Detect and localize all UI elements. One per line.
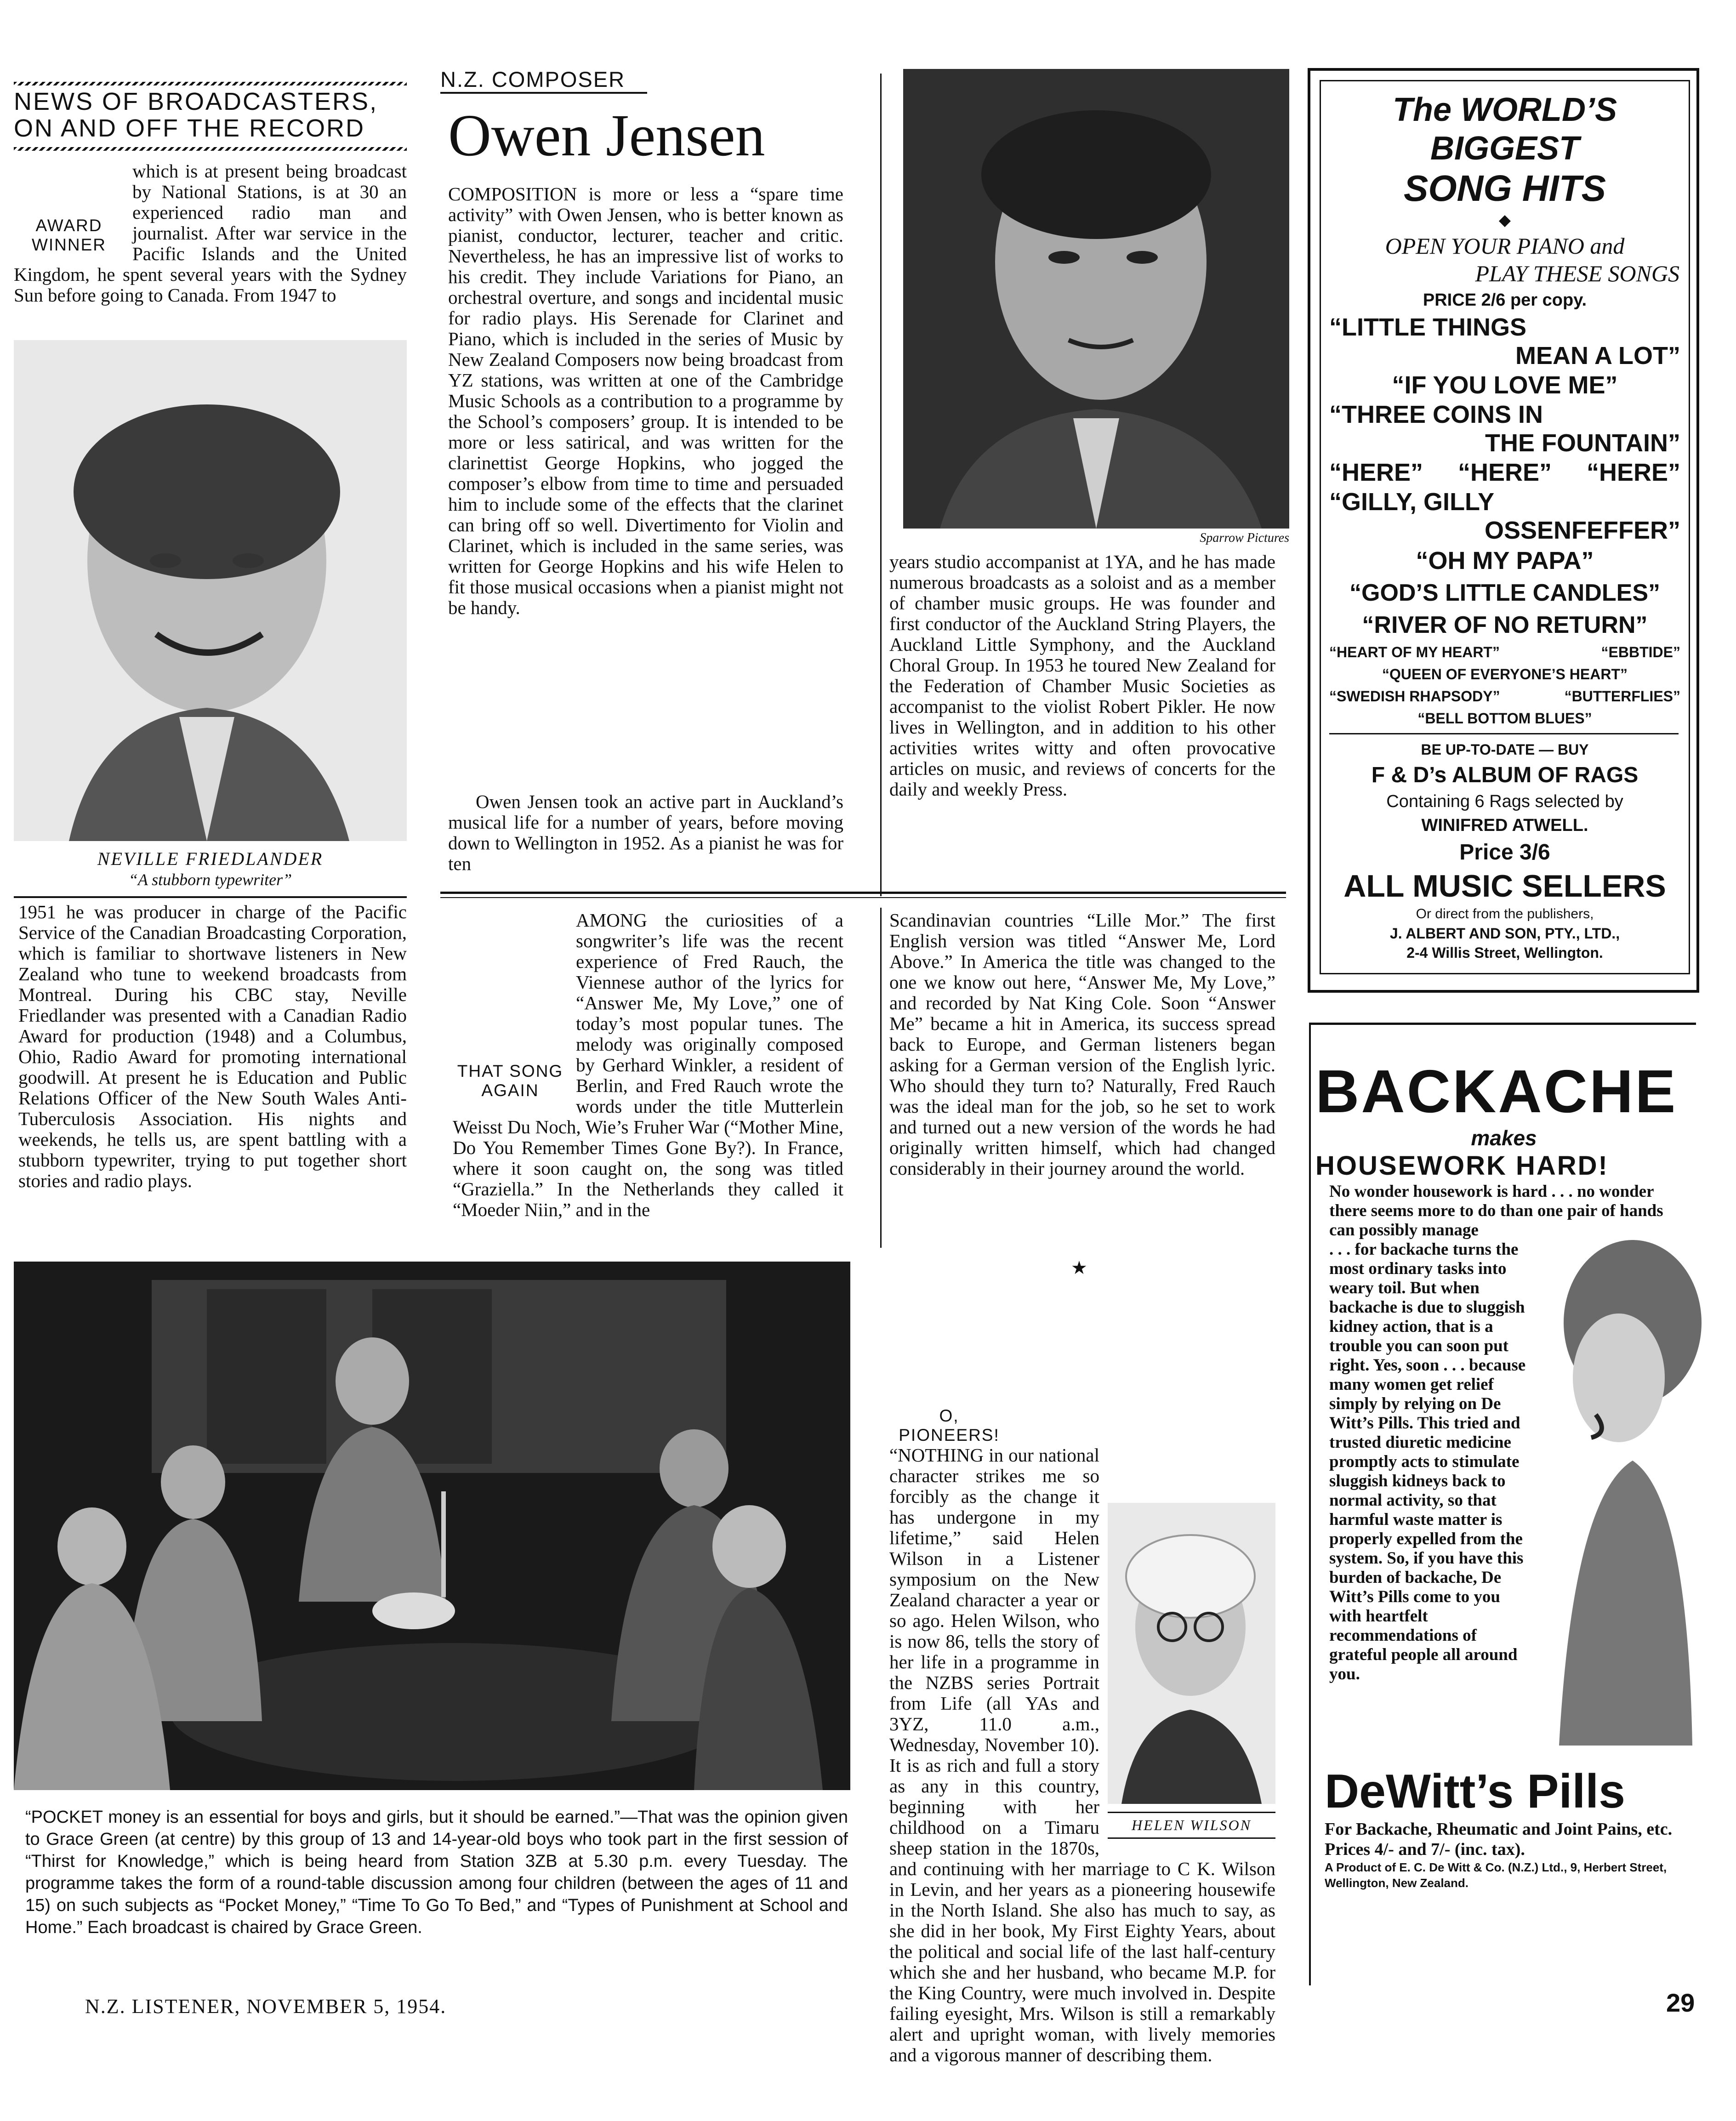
ad-address: 2-4 Willis Street, Wellington.: [1406, 944, 1603, 961]
o-pioneers-label: O, PIONEERS!: [899, 1406, 1000, 1444]
neville-caption-name: NEVILLE FRIEDLANDER: [97, 848, 324, 869]
news-caption-rule: [14, 896, 407, 898]
column-rule-song: [880, 908, 882, 1248]
section-rule-song-2: [440, 897, 1286, 898]
song-para1-text: AMONG the curiosities of a songwriter’s life was the recent experience of Fred Rauch, the Viennese author of the lyrics for “Answer Me, My Love,” one of today’s most popular tunes. The melody was originally composed by Gerhard Winkler, a resident of Berlin, and Fred Rauch wrote the words under the title Mutterlein Weisst Du Noch, Wie’s Fruher War (“Mother Mine, Do You Remember Times Gone By?). In France, where it soon caught on, the song was titled “Graziella.” In the Netherlands they called it “Moeder Niin,” and in the: [453, 910, 843, 1220]
round-table-photo-image: [14, 1262, 850, 1790]
jensen-title: Owen Jensen: [448, 102, 765, 169]
song-9a: “HEART OF MY HEART”: [1329, 644, 1500, 660]
backache-hard: HOUSEWORK HARD!: [1315, 1151, 1609, 1181]
portrait-image: [14, 340, 407, 841]
song-4a: “HERE”: [1329, 459, 1423, 486]
song-3a: “THREE COINS IN: [1329, 401, 1543, 428]
song-4b: “HERE”: [1457, 459, 1552, 486]
dewitts-product: A Product of E. C. De Witt & Co. (N.Z.) Ltd., 9, Herbert Street, Wellington, New Zealand.: [1325, 1860, 1667, 1890]
helen-wilson-figure: [1108, 1503, 1275, 1834]
song-9b: “EBBTIDE”: [1601, 644, 1680, 660]
thirst-for-knowledge-photo: [14, 1262, 850, 1790]
song-list: [1321, 313, 1689, 729]
neville-friedlander-photo: [14, 340, 407, 841]
song-5b: OSSENFEFFER”: [1484, 517, 1680, 544]
song-9: [1329, 641, 1680, 663]
kicker-rule: [440, 92, 647, 94]
song-11b: “BUTTERFLIES”: [1564, 688, 1680, 705]
jensen-portrait-image: [903, 69, 1289, 529]
header-wavy-rule-bottom: [14, 147, 407, 151]
ad-album: F & D’s ALBUM OF RAGS: [1371, 763, 1639, 787]
masthead-footer: N.Z. LISTENER, NOVEMBER 5, 1954.: [85, 1995, 447, 2018]
ad2-top-rule: [1310, 1023, 1696, 1025]
column-rule-2-3: [880, 74, 882, 896]
jensen-para2: Owen Jensen took an active part in Auckland’s musical life for a number of years, before moving down to Wellington in 1952. As a pianist he was for ten: [448, 791, 843, 874]
song-para1: [453, 910, 843, 1250]
ad-price: PRICE 2/6 per copy.: [1423, 290, 1587, 310]
dewitts-brand: DeWitt’s Pills: [1325, 1765, 1626, 1818]
ad-atwell: WINIFRED ATWELL.: [1421, 816, 1588, 835]
song-6: “OH MY PAPA”: [1416, 547, 1594, 574]
backache-headline: BACKACHE: [1315, 1058, 1678, 1125]
ad-album-price: Price 3/6: [1459, 840, 1550, 864]
backache-body1: No wonder housework is hard . . . no wonder there seems more to do than one pair of hands can possibly manage: [1329, 1182, 1663, 1240]
song-4c: “HERE”: [1586, 459, 1680, 486]
helen-wilson-caption: HELEN WILSON: [1108, 1812, 1275, 1839]
backache-body-wrap: [1315, 1240, 1692, 1764]
song-1a: “LITTLE THINGS: [1329, 313, 1526, 341]
ad-buy: BE UP-TO-DATE — BUY: [1421, 741, 1589, 758]
award-winner-label: AWARD WINNER: [31, 216, 107, 254]
photo-credit: Sparrow Pictures: [1200, 531, 1289, 545]
song-3b: THE FOUNTAIN”: [1485, 429, 1680, 457]
backache-makes: makes: [1471, 1126, 1537, 1150]
pocket-money-caption: “POCKET money is an essential for boys and girls, but it should be earned.”—That was the opinion given to Grace Green (at centre) by this group of 13 and 14-year-old boys who took part in the first session of “Thirst for Knowledge,” which is being heard from Station 3ZB at 5.30 p.m. every Tuesday. The programme takes the form of a round-table discussion among four children (between the ages of 11 and 15) on such subjects as “Pocket Money,” “Time To Go To Bed,” and “Types of Punishment at School and Home.” Each broadcast is chaired by Grace Green.: [25, 1808, 848, 1937]
news-para1: which is at present being broadcast by National Stations, is at 30 an experienced radio man and journalist. After war service in the Pacific Islands and the United Kingdom, he spent several years with the Sydney Sun before going to Canada. From 1947 to: [14, 160, 407, 306]
jensen-para3: years studio accompanist at 1YA, and he has made numerous broadcasts as a soloist and as a member of chamber music groups. He was founder and first conductor of the Auckland String Players, the Auckland Little Symphony, and the Auckland Choral Group. In 1953 he toured New Zealand for the Federation of Chamber Music Societies as accompanist to the violist Robert Pikler. He now lives in Wellington, and in addition to his other activities writes witty and often provocative articles on music, and reviews of concerts for the daily and weekly Press.: [889, 551, 1275, 800]
jensen-para1: COMPOSITION is more or less a “spare time activity” with Owen Jensen, who is better known as pianist, conductor, lecturer, teacher and critic. Nevertheless, he has an impressive list of works to his credit. They include Variations for Piano, an orchestral overture, and songs and incidental music for radio plays. His Serenade for Clarinet and Piano, which is included in the series of Music by New Zealand Composers now being broadcast from YZ stations, was written at one of the Cambridge Music Schools as a contribution to a programme by the School’s composers’ group. It is intended to be more or less satirical, and was written for the clarinettist George Hopkins, who jogged the composer’s elbow from time to time and persuaded him to include some of the effects that the clarinet can bring off so well. Divertimento for Violin and Clarinet, which is included in the same series, was written for George Hopkins and his wife Helen to fit those musical occasions when a pianist might not be handy.: [448, 183, 843, 618]
ad-sellers: ALL MUSIC SELLERS: [1343, 869, 1666, 904]
song-12: “BELL BOTTOM BLUES”: [1417, 710, 1592, 727]
ad-sub1: OPEN YOUR PIANO and: [1385, 233, 1625, 259]
song-8: “RIVER OF NO RETURN”: [1362, 612, 1648, 638]
news-intro: [14, 161, 407, 326]
dewitts-for: For Backache, Rheumatic and Joint Pains, etc. Prices 4/- and 7/- (inc. tax).: [1325, 1820, 1673, 1859]
news-header: [14, 88, 409, 142]
ad2-left-rule: [1309, 1023, 1311, 1985]
ad-title-line1: The WORLD’S BIGGEST: [1393, 91, 1617, 167]
pioneers-para: “NOTHING in our national character strikes me so forcibly as the change it has undergone in my lifetime,” said Helen Wilson in a Listener symposium on the New Zealand character a year or so ago. Helen Wilson, who is now 86, tells the story of her life in a programme in the NZBS series Portrait from Life (all YAs and 3YZ, 11.0 a.m., Wednesday, November 10). It is as rich and full a story as any in this country, beginning with her childhood on a Timaru sheep station in the 1870s, and continuing with her marriage to C K. Wilson in Levin, and her years as a pioneering housewife in the North Island. She also has much to say, as she did in her book, My First Eighty Years, about the political and social life of the last half-century which she and her husband, who became M.P. for the King Country, were much involved in. Despite failing eyesight, Mrs. Wilson is still a remarkably alert and upright woman, with lively memories and a vigorous manner of describing them.: [889, 1444, 1275, 2065]
song-2: “IF YOU LOVE ME”: [1392, 371, 1618, 399]
song-1b: MEAN A LOT”: [1515, 342, 1680, 370]
news-para2: 1951 he was producer in charge of the Pacific Service of the Canadian Broadcasting Corporation, which is familiar to shortwave listeners in New Zealand who tune to weekend broadcasts from Montreal. During his CBC stay, Neville Friedlander was presented with a Canadian Radio Award for production (1948) and a Columbus, Ohio, Radio Award for promoting international goodwill. At present he is Education and Public Relations Officer of the New South Wales Anti-Tuberculosis Association. His nights and weekends, he tells us, are spent battling with a stubborn typewriter, trying to put together short stories and radio plays.: [18, 901, 407, 1191]
jensen-kicker: N.Z. COMPOSER: [440, 67, 626, 91]
ad-divider: [1329, 733, 1679, 734]
song-7: “GOD’S LITTLE CANDLES”: [1349, 580, 1660, 606]
diamond-icon: ◆: [1498, 212, 1511, 229]
header-wavy-rule-top: [14, 82, 407, 85]
owen-jensen-photo: [903, 69, 1289, 529]
song-10: “QUEEN OF EVERYONE’S HEART”: [1382, 666, 1628, 682]
song-11: [1329, 685, 1680, 707]
woman-illustration: [1541, 1222, 1692, 1746]
that-song-again-label: THAT SONG AGAIN: [457, 1062, 563, 1100]
song-11a: “SWEDISH RHAPSODY”: [1329, 688, 1500, 705]
ad-contains: Containing 6 Rags selected by: [1386, 792, 1623, 811]
helen-wilson-photo: [1108, 1503, 1275, 1804]
news-header-line1: NEWS OF BROADCASTERS,: [14, 88, 378, 115]
page-number: 29: [1666, 1988, 1695, 2017]
ad-sub2: PLAY THESE SONGS: [1475, 261, 1679, 286]
ad-backache: [1315, 1029, 1692, 1981]
ad-song-hits: [1308, 68, 1699, 993]
song-4: [1329, 457, 1680, 488]
song-para2: Scandinavian countries “Lille Mor.” The first English version was titled “Answer Me, Lord Above.” In America the title was changed to the one we know out here, “Answer Me, My Love,” and recorded by Nat King Cole. Soon “Answer Me” became a hit in America, its success spread back to Europe, and German listeners began asking for a German version of the English lyric. Who should they turn to? Naturally, Fred Rauch was the ideal man for the job, so he set to work and turned out a new version of the words he had originally written himself, which had changed considerably in their journey around the world.: [889, 910, 1275, 1179]
neville-caption-sub: “A stubborn typewriter”: [128, 870, 292, 889]
song-5a: “GILLY, GILLY: [1329, 488, 1495, 516]
section-rule-song: [440, 892, 1286, 894]
ad-direct: Or direct from the publishers,: [1416, 906, 1594, 921]
news-header-line2: ON AND OFF THE RECORD: [14, 114, 365, 142]
backache-body2: . . . for backache turns the most ordinary tasks into weary toil. But when backache is due to sluggish kidney action, that is a trouble you can soon put right. Yes, soon . . . because many women get relief simply by relying on De Witt’s Pills. This tried and trusted diuretic medicine promptly acts to stimulate sluggish kidneys back to normal activity, so that harmful waste matter is properly expelled from the system. So, if you have this burden of backache, De Witt’s Pills come to you with heartfelt recommendations of grateful people all around you.: [1329, 1240, 1526, 1683]
ad-publisher: J. ALBERT AND SON, PTY., LTD.,: [1389, 925, 1620, 942]
ad-title-line2: SONG HITS: [1403, 168, 1606, 209]
pioneers-text: [889, 1282, 1275, 2065]
section-star: ★: [1071, 1257, 1087, 1278]
